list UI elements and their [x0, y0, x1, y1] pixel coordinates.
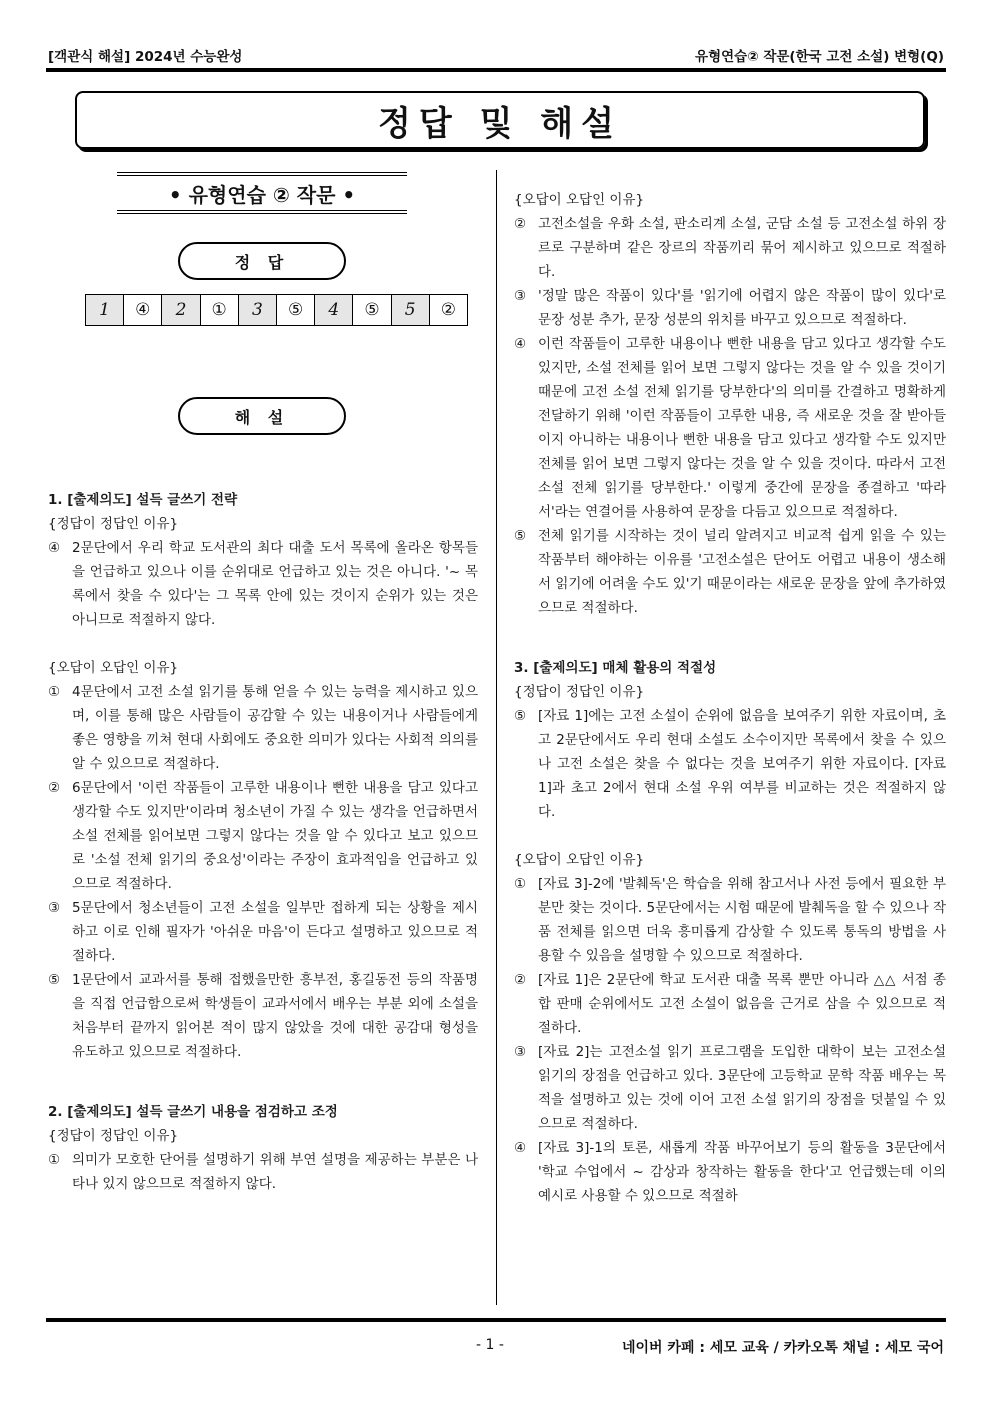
answer-num: 5 [391, 295, 429, 326]
title-box [75, 91, 925, 149]
item-text: 2문단에서 우리 학교 도서관의 최다 대출 도서 목록에 올라온 항목들을 언급하고 있으나 이를 순위대로 언급하고 있는 것은 아니다. '~ 목록에서 찾을 수 있다'는 그 목록 안에 있는 것이지 순위가 있는 것은 아니므로 적절하지 않다. [72, 540, 478, 628]
explanation-label: 해 설 [178, 397, 346, 435]
item-marker: ⑤ [48, 972, 61, 988]
item-text: 1문단에서 교과서를 통해 접했을만한 흥부전, 홍길동전 등의 작품명을 직접 언급함으로써 학생들이 교과서에서 배우는 부분 외에 소설을 처음부터 끝까지 읽어본 적이 많지 않았을 것에 대한 공감대 형성을 유도하고 있으므로 적절하다. [72, 972, 478, 1060]
item-marker: ② [514, 216, 527, 232]
explanation-item [514, 1136, 946, 1208]
item-text: 5문단에서 청소년들이 고전 소설을 일부만 접하게 되는 상황을 제시하고 이로 인해 필자가 '아쉬운 마음'이 든다고 설명하고 있으므로 적절하다. [72, 900, 478, 964]
header-right: 유형연습② 작문(한국 고전 소설) 변형(Q) [695, 49, 944, 65]
q2-wrong-label: {오답이 오답인 이유} [514, 192, 645, 208]
item-marker: ② [48, 780, 61, 796]
item-text: 의미가 모호한 단어를 설명하기 위해 부연 설명을 제공하는 부분은 나타나 있지 않으므로 적절하지 않다. [72, 1152, 478, 1192]
q3-heading: 3. [출제의도] 매체 활용의 적절성 [514, 660, 717, 676]
explanation-item [514, 968, 946, 1040]
item-marker: ① [48, 1152, 61, 1168]
answer-value: ④ [124, 295, 162, 326]
explanation-item [514, 212, 946, 284]
explanation-item [48, 536, 478, 632]
explanation-item [48, 968, 478, 1064]
explanation-item [514, 332, 946, 524]
page-title: 정답 및 해설 [378, 103, 622, 144]
item-marker: ① [48, 684, 61, 700]
answer-row [86, 295, 468, 326]
item-text: [자료 2]는 고전소설 읽기 프로그램을 도입한 대학이 보는 고전소설 읽기의 장점을 언급하고 있다. 3문단에 고등학교 문학 작품 배우는 목적을 설명하고 있는 것에 이어 고전 소설 읽기의 장점을 덧붙일 수 있으므로 적절하다. [538, 1044, 946, 1132]
footer-rule [46, 1318, 946, 1322]
answer-table [85, 294, 468, 326]
answer-value: ① [200, 295, 238, 326]
q1-wrong-label: {오답이 오답인 이유} [48, 660, 179, 676]
item-text: [자료 3]-1의 토론, 새롭게 작품 바꾸어보기 등의 활동을 3문단에서 '학교 수업에서 ~ 감상과 창작하는 활동을 한다'고 언급했는데 이의 예시로 사용할 수 있으므로 적절하 [538, 1140, 946, 1204]
item-marker: ② [514, 972, 527, 988]
item-marker: ③ [514, 288, 527, 304]
left-column [48, 488, 478, 1196]
item-text: [자료 3]-2에 '발췌독'은 학습을 위해 참고서나 사전 등에서 필요한 부분만 찾는 것이다. 5문단에서는 시험 때문에 발췌독을 할 수 있으나 작품 전체를 읽으면 더욱 흥미롭게 감상할 수 있도록 통독의 방법을 사용할 수 있음을 설명할 수 있으므로 적절하다. [538, 876, 946, 964]
explanation-item [514, 284, 946, 332]
item-text: 전체 읽기를 시작하는 것이 널리 알려지고 비교적 쉽게 읽을 수 있는 작품부터 해야하는 이유를 '고전소설은 단어도 어렵고 내용이 생소해서 읽기에 어려울 수도 있'기 때문이라는 새로운 문장을 앞에 추가하였으므로 적절하다. [538, 528, 946, 616]
explanation-item [514, 872, 946, 968]
item-text: [자료 1]은 2문단에 학교 도서관 대출 목록 뿐만 아니라 △△ 서점 종합 판매 순위에서도 고전 소설이 없음을 근거로 삼을 수 있으므로 적절하다. [538, 972, 946, 1036]
q2-correct-label: {정답이 정답인 이유} [48, 1128, 179, 1144]
page-number: - 1 - [476, 1337, 504, 1353]
explanation-item [514, 524, 946, 620]
answer-num: 2 [162, 295, 200, 326]
item-text: 이런 작품들이 고루한 내용이나 뻔한 내용을 담고 있다고 생각할 수도 있지만, 소설 전체를 읽어 보면 그렇지 않다는 것을 알 수 있을 것이기 때문에 고전 소설 전체 읽기를 당부한다'의 의미를 간결하고 명확하게 전달하기 위해 '이런 작품들이 고루한 내용, 즉 새로운 것을 잘 받아들이지 아니하는 내용이나 뻔한 내용을 담고 있다고 생각할 수도 있지만 전체를 읽어 보면 그렇지 않다는 것을 알 수 있을 것이다. 따라서 고전 소설 전체 읽기를 당부한다.' 이렇게 중간에 문장을 종결하고 '따라서'라는 연결어를 사용하여 문장을 다듬고 있으므로 적절하다. [538, 336, 946, 520]
q3-correct-label: {정답이 정답인 이유} [514, 684, 645, 700]
answer-value: ⑤ [353, 295, 391, 326]
answer-value: ② [429, 295, 467, 326]
q1-correct-label: {정답이 정답인 이유} [48, 516, 179, 532]
item-text: 4문단에서 고전 소설 읽기를 통해 얻을 수 있는 능력을 제시하고 있으며, 이를 통해 많은 사람들이 공감할 수 있는 내용이거나 사람들에게 좋은 영향을 끼쳐 현대 사회에도 중요한 의미가 있다는 사회적 의의를 알 수 있으므로 적절하다. [72, 684, 478, 772]
q2-heading: 2. [출제의도] 설득 글쓰기 내용을 점검하고 조정 [48, 1104, 338, 1120]
item-marker: ④ [514, 1140, 527, 1156]
answer-value: ⑤ [276, 295, 314, 326]
item-text: '정말 많은 작품이 있다'를 '읽기에 어렵지 않은 작품이 많이 있다'로 문장 성분 추가, 문장 성분의 위치를 바꾸고 있으므로 적절하다. [538, 288, 946, 328]
item-text: 6문단에서 '이런 작품들이 고루한 내용이나 뻔한 내용을 담고 있다고 생각할 수도 있지만'이라며 청소년이 가질 수 있는 생각을 언급하면서 소설 전체를 읽어보면 그렇지 않다는 것을 알 수 있다고 보고 있으므로 '소설 전체 읽기의 중요성'이라는 주장이 효과적임을 언급하고 있으므로 적절하다. [72, 780, 478, 892]
explanation-item [48, 680, 478, 776]
explanation-item [514, 704, 946, 824]
column-divider [496, 170, 497, 1305]
footer-text: 네이버 카페 : 세모 교육 / 카카오톡 채널 : 세모 국어 [621, 1340, 944, 1356]
explanation-item [48, 776, 478, 896]
answer-label: 정 답 [178, 242, 346, 280]
answer-num: 1 [86, 295, 124, 326]
q1-heading: 1. [출제의도] 설득 글쓰기 전략 [48, 492, 238, 508]
item-marker: ③ [514, 1044, 527, 1060]
item-marker: ③ [48, 900, 61, 916]
right-column [514, 188, 946, 1208]
item-text: 고전소설을 우화 소설, 판소리계 소설, 군담 소설 등 고전소설 하위 장르로 구분하며 같은 장르의 작품끼리 묶어 제시하고 있으므로 적절하다. [538, 216, 946, 280]
q3-wrong-label: {오답이 오답인 이유} [514, 852, 645, 868]
explanation-item [48, 1148, 478, 1196]
answer-num: 4 [315, 295, 353, 326]
section-title: • 유형연습 ② 작문 • [117, 172, 407, 214]
answer-num: 3 [238, 295, 276, 326]
item-marker: ④ [48, 540, 61, 556]
item-marker: ④ [514, 336, 527, 352]
explanation-item [514, 1040, 946, 1136]
item-marker: ⑤ [514, 528, 527, 544]
header-rule [46, 68, 946, 72]
item-marker: ⑤ [514, 708, 527, 724]
explanation-item [48, 896, 478, 968]
item-marker: ① [514, 876, 527, 892]
header-left: [객관식 해설] 2024년 수능완성 [48, 49, 243, 65]
item-text: [자료 1]에는 고전 소설이 순위에 없음을 보여주기 위한 자료이며, 초고 2문단에서도 우리 현대 소설도 소수이지만 목록에서 찾을 수 있으나 고전 소설은 찾을 수 없다는 것을 보여주기 위한 자료이다. [자료 1]과 초고 2에서 현대 소설 우위 여부를 비교하는 것은 적절하지 않다. [538, 708, 946, 820]
